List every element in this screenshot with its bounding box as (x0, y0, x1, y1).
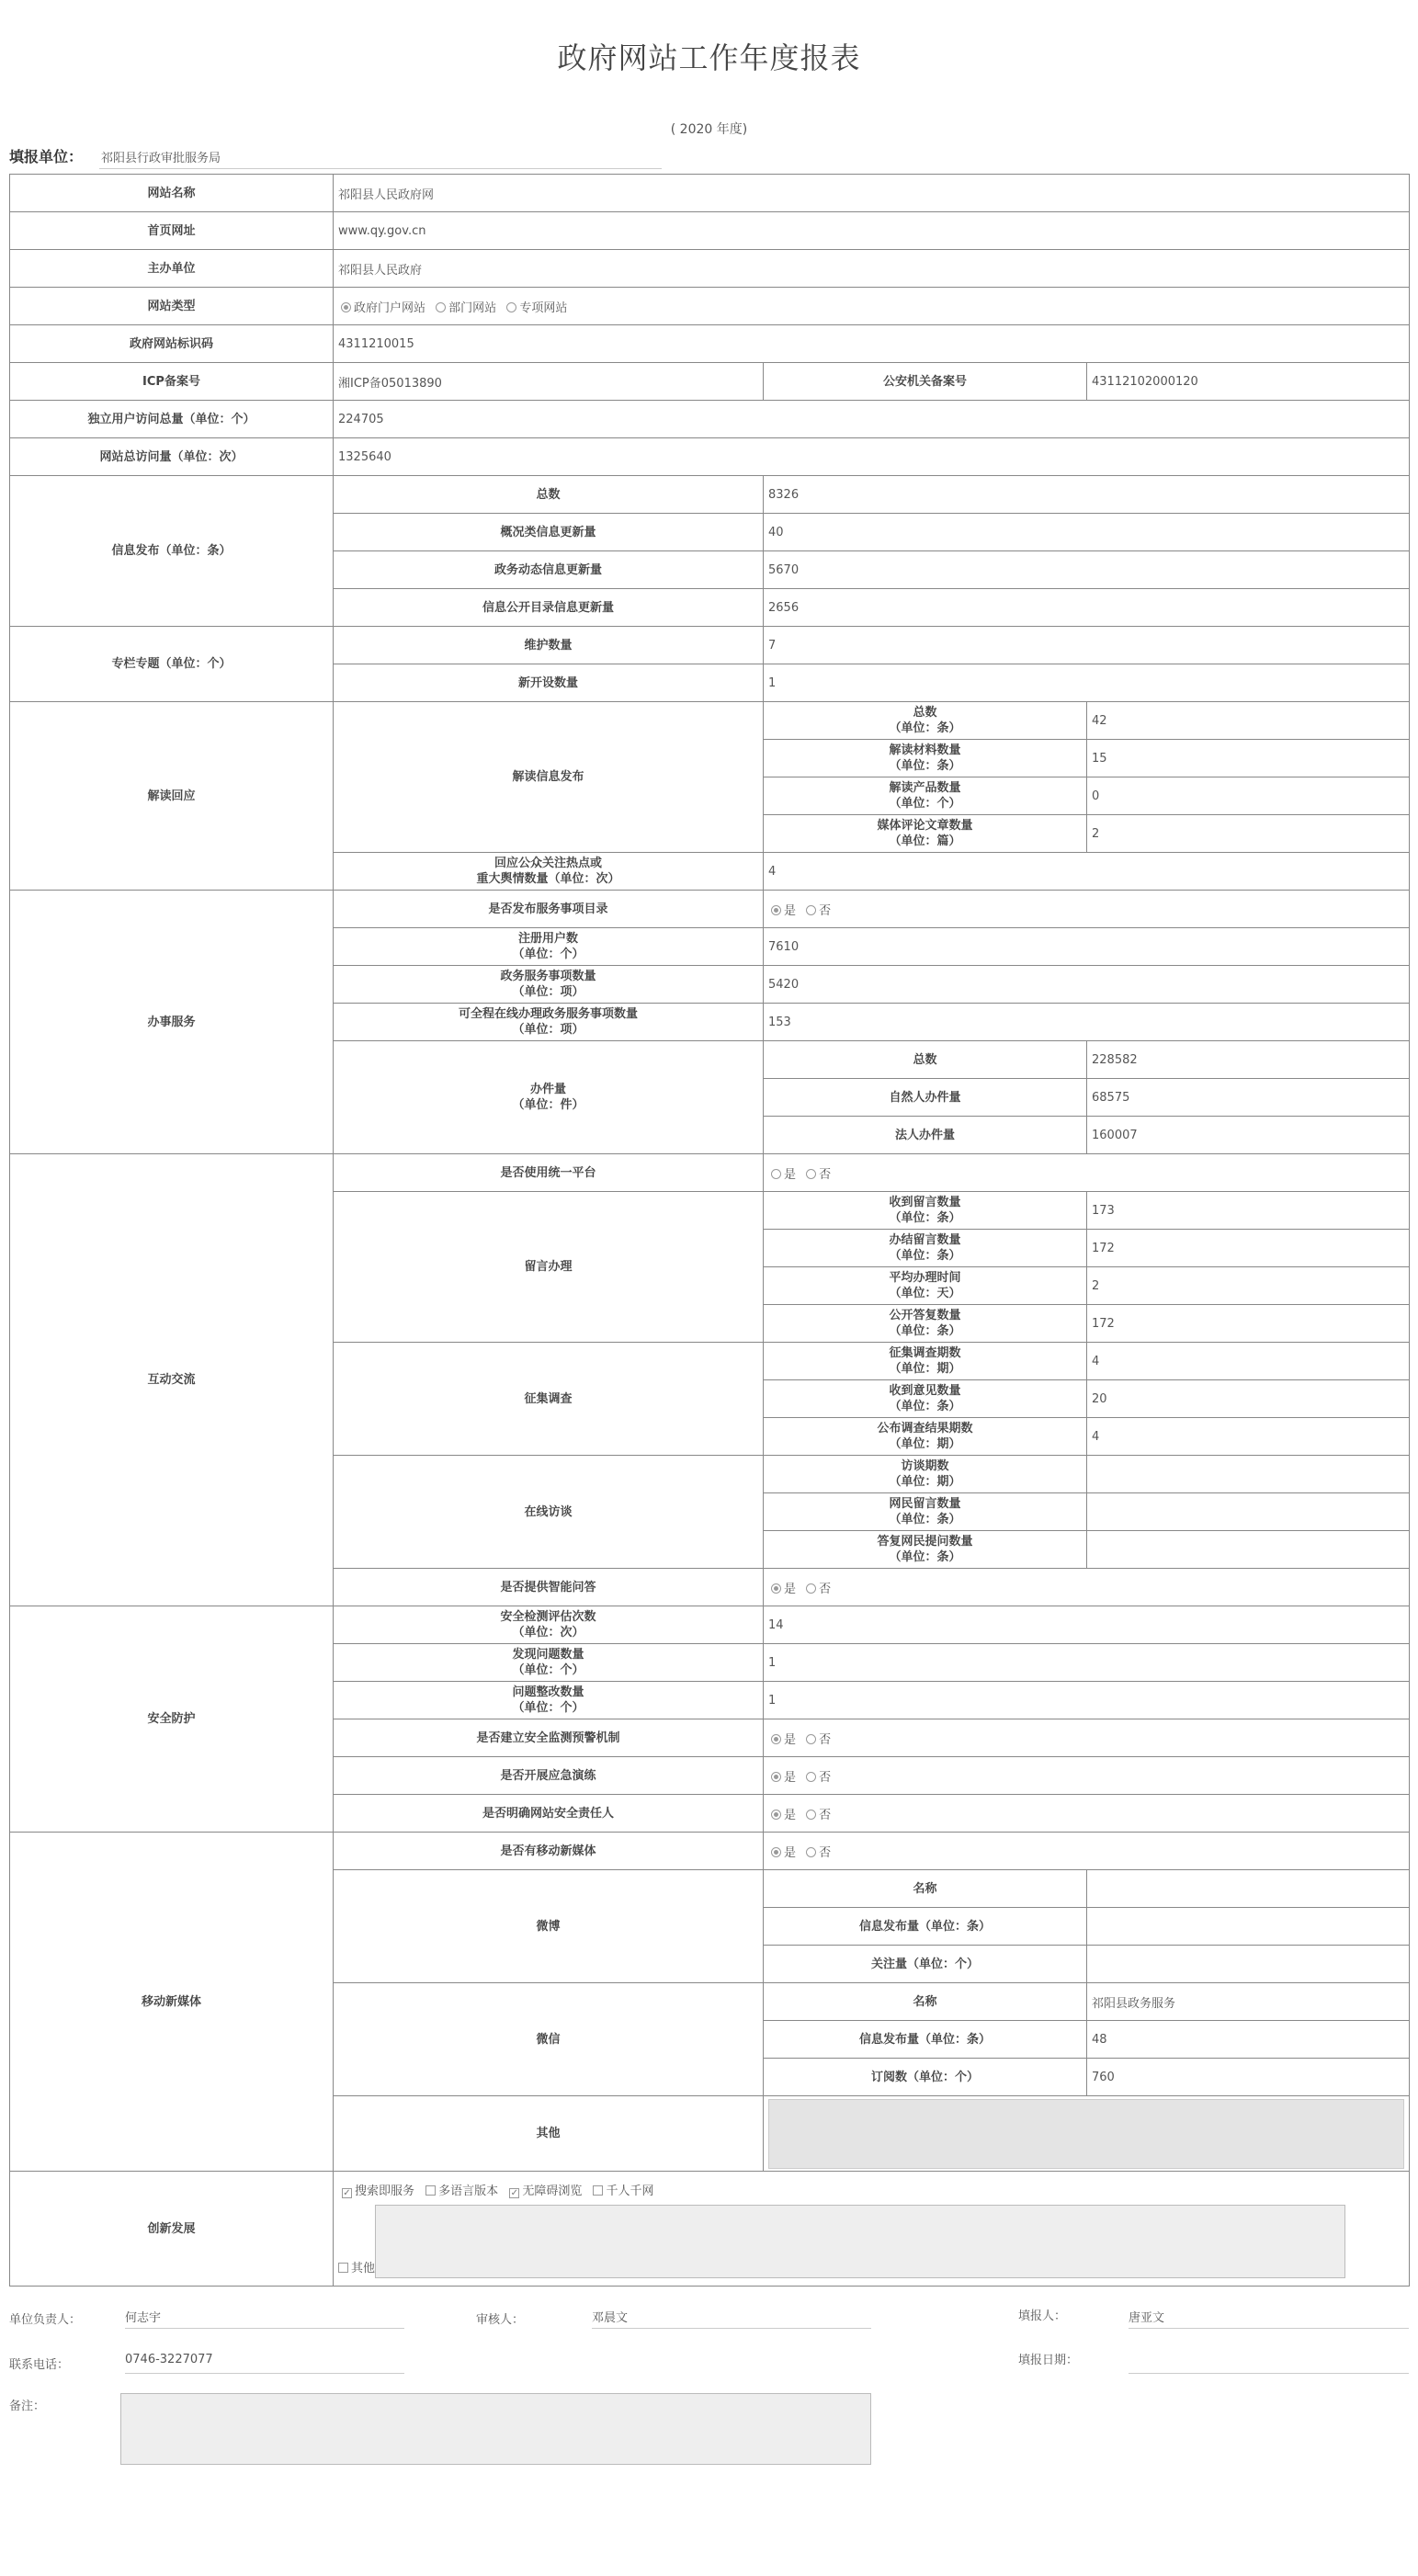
radio-no[interactable] (806, 1169, 816, 1179)
msg-recv-field[interactable]: 173 (1087, 1192, 1410, 1230)
column-new-label: 新开设数量 (334, 664, 764, 702)
service-legal-field[interactable]: 160007 (1087, 1117, 1410, 1154)
msg-pub-field[interactable]: 172 (1087, 1305, 1410, 1343)
weibo-posts-label: 信息发布量（单位：条） (764, 1908, 1087, 1946)
msg-recv-label: 收到留言数量 （单位：条） (764, 1192, 1087, 1230)
filler-unit-field[interactable]: 祁阳县行政审批服务局 (99, 145, 662, 169)
interp-material-label: 解读材料数量 （单位：条） (764, 740, 1087, 777)
msg-pub-label: 公开答复数量 （单位：条） (764, 1305, 1087, 1343)
info-overview-label: 概况类信息更新量 (334, 514, 764, 551)
service-vol-total-field[interactable]: 228582 (1087, 1041, 1410, 1079)
service-online-label: 可全程在线办理政务服务事项数量 （单位：项） (334, 1004, 764, 1041)
innovation-checkbox-multilang[interactable] (425, 2185, 436, 2196)
column-maintain-field[interactable]: 7 (764, 627, 1410, 664)
info-news-field[interactable]: 5670 (764, 551, 1410, 589)
radio-yes-label: 是 (784, 1770, 797, 1785)
site-name-label: 网站名称 (10, 175, 334, 212)
site-type-option-label: 专项网站 (519, 301, 568, 315)
innovation-checkbox-other[interactable] (338, 2263, 348, 2273)
date-label: 填报日期： (1018, 2354, 1079, 2367)
radio-no-label: 否 (819, 1582, 832, 1596)
interp-total-field[interactable]: 42 (1087, 702, 1410, 740)
radio-no[interactable] (806, 1583, 816, 1594)
radio-yes-label: 是 (784, 1732, 797, 1747)
survey-result-label: 公布调查结果期数 （单位：期） (764, 1418, 1087, 1456)
interp-label: 解读回应 (10, 702, 334, 891)
site-url-label: 首页网址 (10, 212, 334, 250)
icp-label: ICP备案号 (10, 363, 334, 401)
innovation-checkbox-accessible[interactable]: ✓ (510, 2188, 518, 2198)
interact-platform-label: 是否使用统一平台 (334, 1154, 764, 1192)
radio-yes[interactable] (771, 905, 781, 915)
radio-no[interactable] (806, 1810, 816, 1820)
info-open-label: 信息公开目录信息更新量 (334, 589, 764, 627)
radio-yes-label: 是 (784, 903, 797, 918)
service-users-label: 注册用户数 （单位：个） (334, 928, 764, 966)
innovation-option-label: 千人千网 (606, 2184, 654, 2198)
radio-no-label: 否 (819, 1167, 832, 1182)
security-fixed-field[interactable]: 1 (764, 1682, 1410, 1719)
interp-media-field[interactable]: 2 (1087, 815, 1410, 853)
service-catalog-label: 是否发布服务事项目录 (334, 891, 764, 928)
service-vol-total-label: 总数 (764, 1041, 1087, 1079)
mobile-other-label: 其他 (334, 2096, 764, 2172)
info-total-field[interactable]: 8326 (764, 476, 1410, 514)
mobile-has-label: 是否有移动新媒体 (334, 1833, 764, 1870)
radio-yes-label: 是 (784, 1582, 797, 1596)
survey-n-field[interactable]: 4 (1087, 1343, 1410, 1380)
site-type-radio-special[interactable] (506, 302, 516, 312)
weibo-name-label: 名称 (764, 1870, 1087, 1908)
wechat-posts-label: 信息发布量（单位：条） (764, 2021, 1087, 2059)
radio-no-label: 否 (819, 1845, 832, 1860)
radio-yes[interactable] (771, 1734, 781, 1744)
radio-yes-label: 是 (784, 1808, 797, 1822)
interp-media-label: 媒体评论文章数量 （单位：篇） (764, 815, 1087, 853)
service-natural-label: 自然人办件量 (764, 1079, 1087, 1117)
weibo-posts-field[interactable] (1087, 1908, 1410, 1946)
info-total-label: 总数 (334, 476, 764, 514)
security-owner-label: 是否明确网站安全责任人 (334, 1795, 764, 1833)
talk-n-field[interactable] (1087, 1456, 1410, 1493)
site-type-radio-department[interactable] (436, 302, 446, 312)
survey-result-field[interactable]: 4 (1087, 1418, 1410, 1456)
info-open-field[interactable]: 2656 (764, 589, 1410, 627)
site-type-option-label: 政府门户网站 (354, 301, 426, 315)
talk-msg-label: 网民留言数量 （单位：条） (764, 1493, 1087, 1531)
innovation-option-label: 无障碍浏览 (522, 2184, 583, 2198)
weibo-follow-label: 关注量（单位：个） (764, 1946, 1087, 1983)
remark-label: 备注： (9, 2400, 46, 2413)
wechat-sub-label: 订阅数（单位：个） (764, 2059, 1087, 2096)
innovation-other-label: 其他 (351, 2262, 376, 2275)
innovation-other (338, 2258, 375, 2275)
mobile-label: 移动新媒体 (10, 1833, 334, 2172)
radio-no-label: 否 (819, 1770, 832, 1785)
survey-opinion-field[interactable]: 20 (1087, 1380, 1410, 1418)
security-drill-radios (764, 1757, 1410, 1795)
security-eval-label: 安全检测评估次数 （单位：次） (334, 1606, 764, 1644)
weibo-label: 微博 (334, 1870, 764, 1983)
radio-no[interactable] (806, 1847, 816, 1857)
interact-talk-label: 在线访谈 (334, 1456, 764, 1569)
service-natural-field[interactable]: 68575 (1087, 1079, 1410, 1117)
service-online-field[interactable]: 153 (764, 1004, 1410, 1041)
interp-material-field[interactable]: 15 (1087, 740, 1410, 777)
weibo-name-field[interactable] (1087, 1870, 1410, 1908)
radio-yes[interactable] (771, 1847, 781, 1857)
radio-yes[interactable] (771, 1169, 781, 1179)
icp-field[interactable]: 湘ICP备05013890 (334, 363, 764, 401)
page-views-field[interactable]: 1325640 (334, 438, 1410, 476)
interact-smart-radios (764, 1569, 1410, 1606)
wechat-name-label: 名称 (764, 1983, 1087, 2021)
interact-smart-label: 是否提供智能问答 (334, 1569, 764, 1606)
site-type-label: 网站类型 (10, 288, 334, 325)
site-host-field[interactable]: 祁阳县人民政府 (334, 250, 1410, 288)
site-code-label: 政府网站标识码 (10, 325, 334, 363)
service-items-label: 政务服务事项数量 （单位：项） (334, 966, 764, 1004)
interact-msg-label: 留言办理 (334, 1192, 764, 1343)
msg-done-field[interactable]: 172 (1087, 1230, 1410, 1267)
report-table (9, 174, 1410, 2287)
site-type-radio-portal[interactable] (341, 302, 351, 312)
service-legal-label: 法人办件量 (764, 1117, 1087, 1154)
interp-respond-label: 回应公众关注热点或 重大舆情数量（单位：次） (334, 853, 764, 891)
security-eval-field[interactable]: 14 (764, 1606, 1410, 1644)
site-url-field[interactable]: www.qy.gov.cn (334, 212, 1410, 250)
unique-visitors-label: 独立用户访问总量（单位：个） (10, 401, 334, 438)
service-label: 办事服务 (10, 891, 334, 1154)
info-news-label: 政务动态信息更新量 (334, 551, 764, 589)
interact-survey-label: 征集调查 (334, 1343, 764, 1456)
site-type-option-label: 部门网站 (448, 301, 497, 315)
radio-yes-label: 是 (784, 1167, 797, 1182)
police-record-label: 公安机关备案号 (764, 363, 1087, 401)
security-monitor-radios (764, 1719, 1410, 1757)
mobile-other-cell (764, 2096, 1410, 2172)
info-overview-field[interactable]: 40 (764, 514, 1410, 551)
radio-yes[interactable] (771, 1583, 781, 1594)
wechat-label: 微信 (334, 1983, 764, 2096)
security-label: 安全防护 (10, 1606, 334, 1833)
column-new-field[interactable]: 1 (764, 664, 1410, 702)
innovation-checkbox-search[interactable]: ✓ (343, 2188, 351, 2198)
site-code-field[interactable]: 4311210015 (334, 325, 1410, 363)
service-catalog-radios (764, 891, 1410, 928)
security-drill-label: 是否开展应急演练 (334, 1757, 764, 1795)
info-publish-label: 信息发布（单位：条） (10, 476, 334, 627)
filler-field[interactable]: 唐亚文 (1129, 2301, 1409, 2329)
head-label: 单位负责人： (9, 2313, 82, 2327)
msg-done-label: 办结留言数量 （单位：条） (764, 1230, 1087, 1267)
msg-avg-field[interactable]: 2 (1087, 1267, 1410, 1305)
column-label: 专栏专题（单位：个） (10, 627, 334, 702)
report-title: 政府网站工作年度报表 (557, 40, 861, 75)
page-views-label: 网站总访问量（单位：次） (10, 438, 334, 476)
head-field[interactable]: 何志宇 (125, 2301, 404, 2329)
radio-yes[interactable] (771, 1772, 781, 1782)
interact-platform-radios (764, 1154, 1410, 1192)
radio-yes[interactable] (771, 1810, 781, 1820)
interp-respond-field[interactable]: 4 (764, 853, 1410, 891)
innovation-option-label: 多语言版本 (438, 2184, 499, 2198)
radio-no[interactable] (806, 905, 816, 915)
survey-n-label: 征集调查期数 （单位：期） (764, 1343, 1087, 1380)
survey-opinion-label: 收到意见数量 （单位：条） (764, 1380, 1087, 1418)
site-name-field[interactable]: 祁阳县人民政府网 (334, 175, 1410, 212)
radio-no[interactable] (806, 1734, 816, 1744)
interp-publish-label: 解读信息发布 (334, 702, 764, 853)
column-maintain-label: 维护数量 (334, 627, 764, 664)
talk-answer-field[interactable] (1087, 1531, 1410, 1569)
wechat-name-field[interactable]: 祁阳县政务服务 (1087, 1983, 1410, 2021)
radio-no-label: 否 (819, 1732, 832, 1747)
service-users-field[interactable]: 7610 (764, 928, 1410, 966)
site-host-label: 主办单位 (10, 250, 334, 288)
site-type-radios (334, 288, 1410, 325)
security-found-field[interactable]: 1 (764, 1644, 1410, 1682)
talk-n-label: 访谈期数 （单位：期） (764, 1456, 1087, 1493)
interp-product-label: 解读产品数量 （单位：个） (764, 777, 1087, 815)
innovation-other-textarea[interactable] (375, 2205, 1345, 2278)
report-year: ( 2020 年度) (670, 122, 748, 137)
msg-avg-label: 平均办理时间 （单位：天） (764, 1267, 1087, 1305)
filler-unit-label: 填报单位： (9, 148, 84, 165)
security-found-label: 发现问题数量 （单位：个） (334, 1644, 764, 1682)
reviewer-label: 审核人： (476, 2313, 525, 2327)
interp-product-field[interactable]: 0 (1087, 777, 1410, 815)
wechat-posts-field[interactable]: 48 (1087, 2021, 1410, 2059)
service-volume-label: 办件量 （单位：件） (334, 1041, 764, 1154)
date-field[interactable] (1129, 2346, 1409, 2374)
filler-label: 填报人： (1018, 2309, 1067, 2323)
unique-visitors-field[interactable]: 224705 (334, 401, 1410, 438)
service-items-field[interactable]: 5420 (764, 966, 1410, 1004)
interact-label: 互动交流 (10, 1154, 334, 1606)
radio-yes-label: 是 (784, 1845, 797, 1860)
security-monitor-label: 是否建立安全监测预警机制 (334, 1719, 764, 1757)
talk-msg-field[interactable] (1087, 1493, 1410, 1531)
remark-textarea[interactable] (120, 2393, 871, 2465)
phone-field[interactable]: 0746-3227077 (125, 2346, 404, 2374)
innovation-option-label: 搜索即服务 (355, 2184, 415, 2198)
radio-no-label: 否 (819, 1808, 832, 1822)
radio-no-label: 否 (819, 903, 832, 918)
security-fixed-label: 问题整改数量 （单位：个） (334, 1682, 764, 1719)
police-record-field[interactable]: 43112102000120 (1087, 363, 1410, 401)
security-owner-radios (764, 1795, 1410, 1833)
mobile-has-radios (764, 1833, 1410, 1870)
innovation-label: 创新发展 (10, 2172, 334, 2287)
talk-answer-label: 答复网民提问数量 （单位：条） (764, 1531, 1087, 1569)
wechat-sub-field[interactable]: 760 (1087, 2059, 1410, 2096)
radio-no[interactable] (806, 1772, 816, 1782)
reviewer-field[interactable]: 邓晨文 (592, 2301, 871, 2329)
mobile-other-textarea[interactable] (768, 2099, 1404, 2169)
innovation-checkbox-personal[interactable] (593, 2185, 603, 2196)
weibo-follow-field[interactable] (1087, 1946, 1410, 1983)
phone-label: 联系电话： (9, 2358, 70, 2372)
interp-total-label: 总数 （单位：条） (764, 702, 1087, 740)
